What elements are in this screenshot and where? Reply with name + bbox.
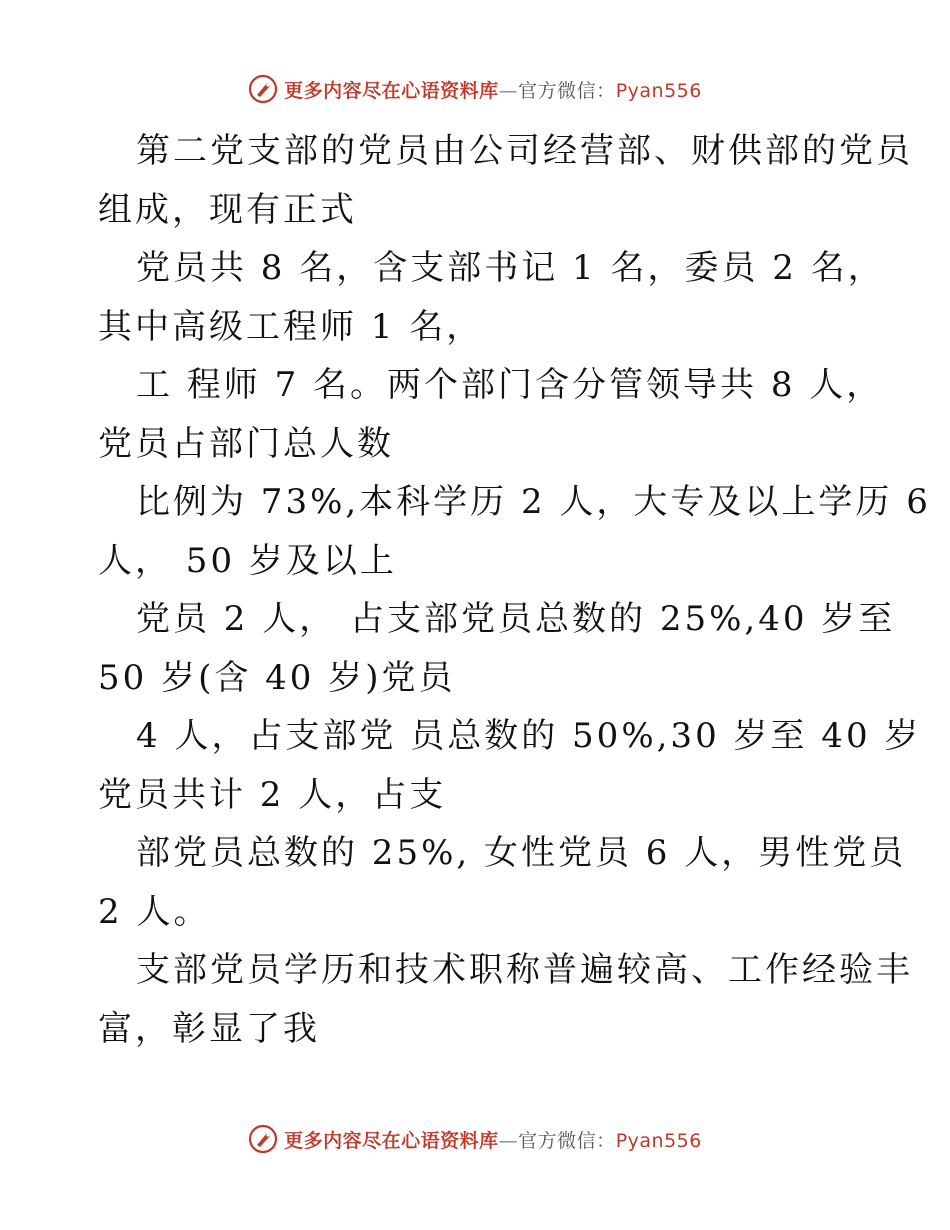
- pen-nib-logo-icon: [248, 74, 278, 104]
- watermark-wechat-id: Pyan556: [615, 79, 702, 102]
- watermark-site-text: 更多内容尽在心语资料库: [284, 1129, 499, 1152]
- body-line: 2 人。: [98, 891, 211, 932]
- body-line: 党员共 8 名，含支部书记 1 名，委员 2 名，: [136, 248, 885, 288]
- body-line: 组成，现有正式: [98, 189, 357, 230]
- watermark-wechat-label: 官方微信：: [518, 1129, 616, 1152]
- body-line: 党员共计 2 人，占支: [98, 774, 447, 815]
- header-watermark: [0, 74, 950, 104]
- body-line: 人， 50 岁及以上: [98, 540, 397, 581]
- watermark-dash: —: [498, 79, 519, 102]
- watermark-wechat-label: 官方微信：: [518, 79, 616, 102]
- body-line: 第二党支部的党员由公司经营部、财供部的党员: [136, 131, 913, 171]
- footer-watermark: [0, 1124, 950, 1154]
- body-line: 其中高级工程师 1 名，: [98, 306, 484, 347]
- document-body: [98, 122, 931, 1058]
- body-line: 支部党员学历和技术职称普遍较高、工作经验丰: [136, 950, 913, 990]
- body-line: 部党员总数的 25%, 女性党员 6 人，男性党员: [136, 833, 907, 873]
- watermark-site-text: 更多内容尽在心语资料库: [284, 79, 499, 102]
- pen-nib-logo-icon: [248, 1124, 278, 1154]
- body-line: 党员占部门总人数: [98, 423, 394, 464]
- watermark-dash: —: [498, 1129, 519, 1152]
- body-line: 富，彰显了我: [98, 1008, 320, 1049]
- body-line: 工 程师 7 名。两个部门含分管领导共 8 人，: [136, 365, 884, 405]
- watermark-wechat-id: Pyan556: [615, 1129, 702, 1152]
- body-line: 比例为 73%,本科学历 2 人，大专及以上学历 6: [136, 482, 931, 522]
- body-line: 4 人，占支部党 员总数的 50%,30 岁至 40 岁: [136, 716, 922, 756]
- body-line: 党员 2 人， 占支部党员总数的 25%,40 岁至: [136, 599, 896, 639]
- body-line: 50 岁(含 40 岁)党员: [98, 657, 456, 698]
